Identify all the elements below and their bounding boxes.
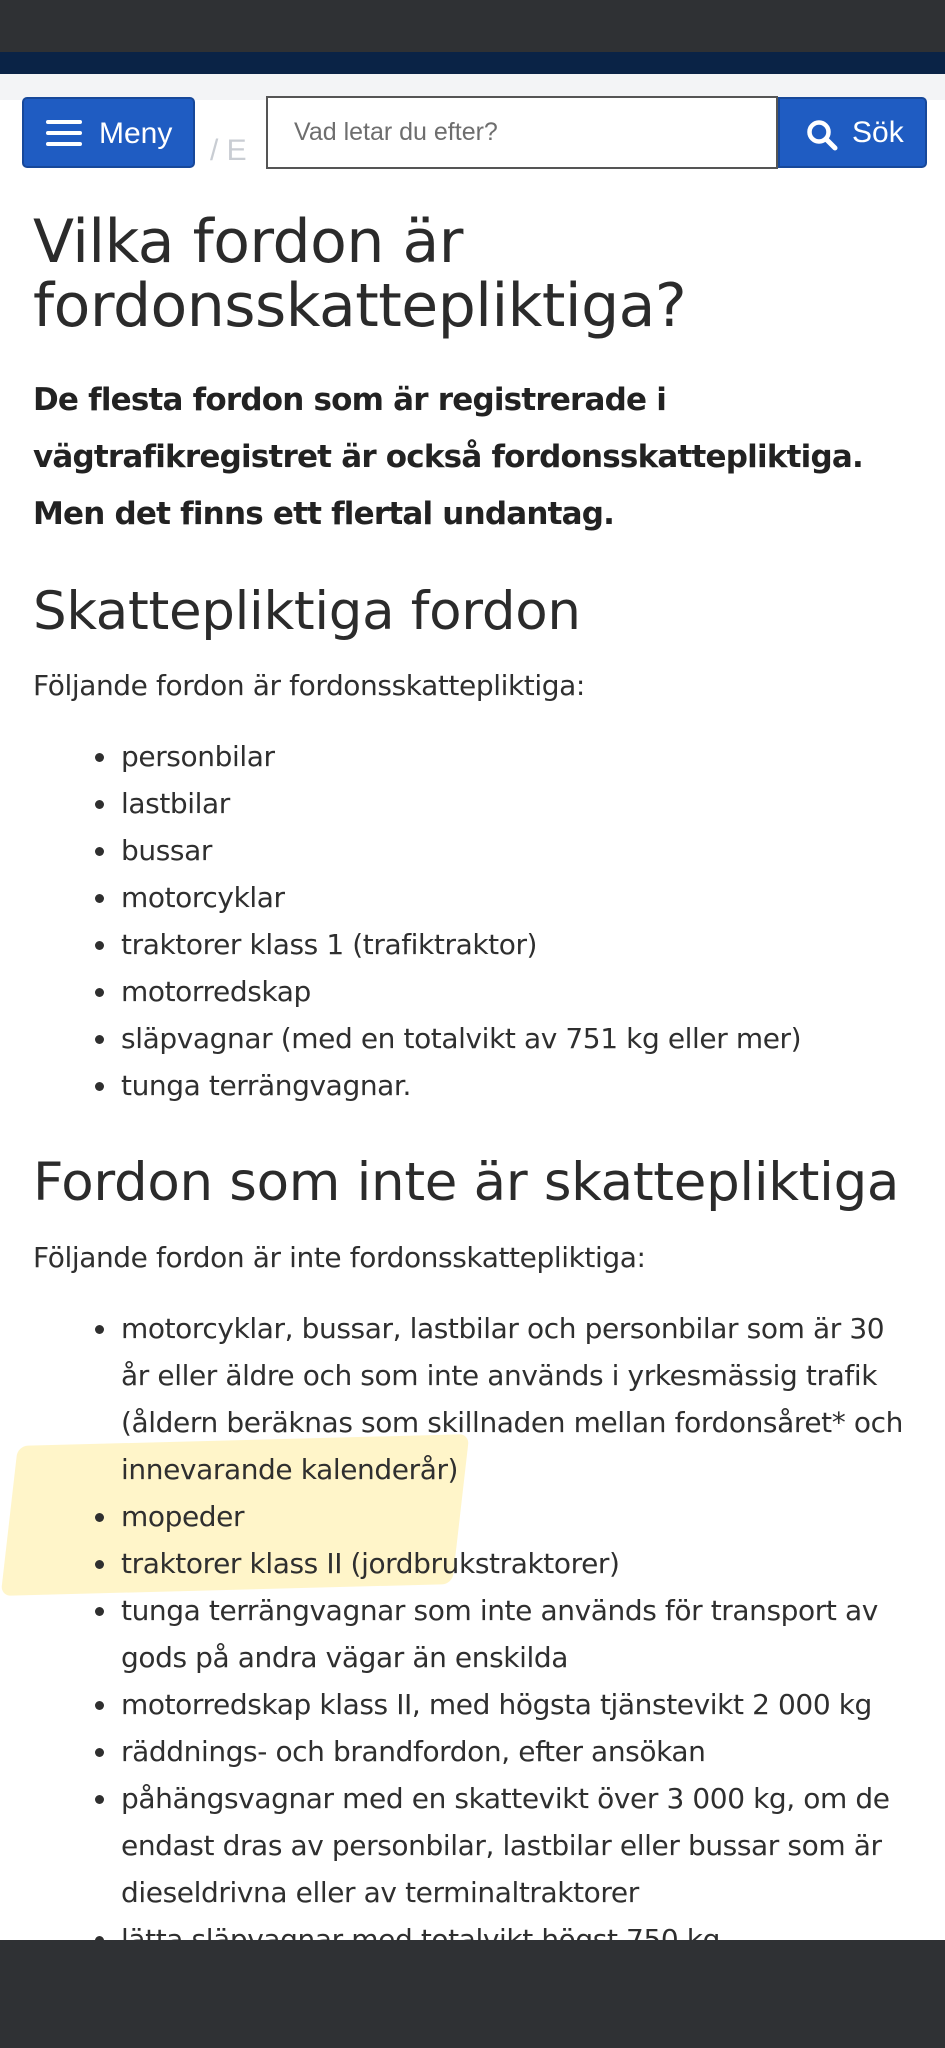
search-label: Sök	[852, 116, 904, 149]
search-button[interactable]	[778, 97, 927, 168]
intro-non-taxable: Följande fordon är inte fordonsskattepliktiga:	[33, 1241, 646, 1274]
breadcrumb-ghost: / E	[210, 134, 247, 167]
heading-non-taxable-vehicles: Fordon som inte är skattepliktiga	[33, 1152, 900, 1213]
list-item: tunga terrängvagnar.	[33, 1062, 913, 1109]
list-item: personbilar	[33, 733, 913, 780]
list-item: traktorer klass II (jordbrukstraktorer)	[33, 1540, 913, 1587]
list-non-taxable-vehicles	[33, 1305, 913, 1963]
menu-button[interactable]	[22, 97, 195, 168]
list-item: mopeder	[33, 1493, 913, 1540]
list-item: motorredskap klass II, med högsta tjänstevikt 2 000 kg	[33, 1681, 913, 1728]
page-title: Vilka fordon är fordonsskattepliktiga?	[33, 207, 687, 341]
list-item: tunga terrängvagnar som inte används för transport av gods på andra vägar än enskilda	[33, 1587, 913, 1681]
list-item: motorredskap	[33, 968, 913, 1015]
list-item: traktorer klass 1 (trafiktraktor)	[33, 921, 913, 968]
heading-taxable-vehicles: Skattepliktiga fordon	[33, 581, 581, 642]
status-bar	[0, 0, 945, 52]
list-item: motorcyklar	[33, 874, 913, 921]
menu-label: Meny	[99, 117, 173, 150]
list-item: släpvagnar (med en totalvikt av 751 kg eller mer)	[33, 1015, 913, 1062]
list-item: motorcyklar, bussar, lastbilar och personbilar som är 30 år eller äldre och som inte används i yrkesmässig trafik (åldern beräknas som skillnaden mellan fordonsåret* och innevarande kalenderår)	[33, 1305, 913, 1493]
hamburger-icon	[46, 120, 82, 146]
bottom-navigation-bar	[0, 1940, 945, 2048]
search-input[interactable]	[266, 96, 778, 169]
list-item: bussar	[33, 827, 913, 874]
list-taxable-vehicles	[33, 733, 913, 1109]
list-item: påhängsvagnar med en skattevikt över 3 000 kg, om de endast dras av personbilar, lastbilar eller bussar som är dieseldrivna eller av terminaltraktorer	[33, 1775, 913, 1916]
lead-paragraph: De flesta fordon som är registrerade i vägtrafikregistret är också fordonsskattepliktiga. Men det finns ett flertal undantag.	[33, 382, 863, 532]
list-item: lastbilar	[33, 780, 913, 827]
list-item: räddnings- och brandfordon, efter ansökan	[33, 1728, 913, 1775]
brand-strip	[0, 52, 945, 74]
intro-taxable: Följande fordon är fordonsskattepliktiga:	[33, 669, 585, 702]
search-icon	[806, 119, 838, 151]
